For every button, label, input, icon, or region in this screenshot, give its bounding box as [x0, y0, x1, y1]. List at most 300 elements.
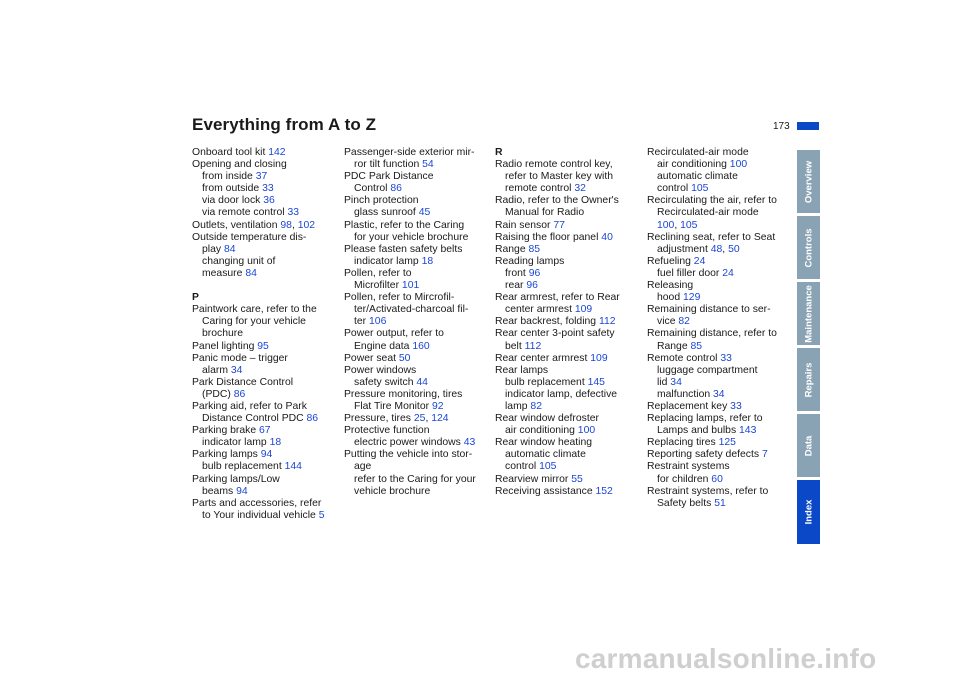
entry-text: for children [657, 473, 709, 485]
page-link[interactable]: 94 [260, 449, 273, 461]
entry-text: Rear center armrest [495, 352, 588, 364]
entry-text: Plastic, refer to the Caring [344, 219, 465, 231]
page-link[interactable]: 84 [245, 267, 257, 279]
entry-text: Microfilter [354, 280, 400, 292]
index-subentry [192, 328, 342, 340]
index-entry [647, 232, 797, 244]
page-link[interactable]: 145 [587, 376, 605, 388]
entry-text: Replacing lamps, refer to [647, 413, 763, 425]
entry-text: automatic climate [657, 171, 738, 183]
tab-label: Maintenance [803, 284, 814, 343]
entry-text: Parts and accessories, refer [192, 497, 322, 509]
index-entry [495, 413, 645, 425]
page-link[interactable]: 143 [739, 425, 757, 437]
entry-text: Radio, refer to the Owner's [495, 195, 619, 207]
entry-text: Outlets, ventilation [192, 219, 278, 231]
entry-text: Receiving assistance [495, 485, 593, 497]
entry-text: air conditioning [505, 425, 575, 437]
index-subentry [344, 316, 494, 328]
index-entry [192, 498, 342, 510]
entry-text: changing unit of [202, 255, 276, 267]
entry-text: brochure [202, 328, 244, 340]
index-subentry [495, 389, 645, 401]
entry-text: Range [495, 243, 526, 255]
index-subentry [647, 341, 797, 353]
index-entry [192, 474, 342, 486]
entry-text: Power output, refer to [344, 328, 444, 340]
index-entry [647, 486, 797, 498]
entry-text: Rearview mirror [495, 473, 569, 485]
page-link[interactable]: 129 [683, 292, 701, 304]
page-link[interactable]: 85 [690, 340, 703, 352]
entry-text: for your vehicle brochure [354, 231, 469, 243]
index-subentry [647, 425, 797, 437]
index-subentry [192, 413, 342, 425]
entry-text: bulb replacement [505, 376, 585, 388]
page-link[interactable]: 124 [431, 413, 449, 425]
index-entry [647, 256, 797, 268]
entry-text: Panic mode – trigger [192, 352, 288, 364]
page-link[interactable]: 18 [269, 437, 282, 449]
tab-data[interactable] [797, 414, 820, 477]
entry-text: age [354, 461, 372, 473]
entry-text: Parking brake [192, 425, 257, 437]
index-subentry [192, 510, 342, 522]
tab-label: Index [803, 499, 814, 525]
index-entry [192, 377, 342, 389]
page-link[interactable]: 32 [574, 183, 586, 195]
page-link[interactable]: 86 [306, 413, 319, 425]
index-column-2 [344, 147, 494, 498]
page-link[interactable]: 51 [714, 497, 726, 509]
page-link[interactable]: 160 [412, 340, 430, 352]
page-link[interactable]: 125 [718, 437, 736, 449]
entry-text: Reporting safety defects [647, 449, 760, 461]
index-subentry [192, 256, 342, 268]
entry-text: Reading lamps [495, 255, 565, 267]
entry-text: Restraint systems, refer to [647, 485, 769, 497]
index-entry [344, 449, 494, 461]
index-entry [192, 304, 342, 316]
entry-text: play [202, 243, 222, 255]
page-link[interactable]: 105 [691, 183, 709, 195]
index-entry [495, 474, 645, 486]
index-subentry [344, 304, 494, 316]
entry-text: Paintwork care, refer to the [192, 304, 317, 316]
index-subentry [344, 159, 494, 171]
index-subentry [495, 425, 645, 437]
index-entry [495, 486, 645, 498]
entry-text: Recirculated-air mode [657, 207, 759, 219]
tab-index[interactable] [797, 480, 820, 544]
index-entry [192, 159, 342, 171]
index-subentry [647, 292, 797, 304]
page-link[interactable]: 82 [678, 316, 690, 328]
index-subentry [495, 171, 645, 183]
page-link[interactable]: 95 [257, 340, 269, 352]
page-link[interactable]: 142 [268, 147, 286, 158]
page-link[interactable]: 44 [416, 376, 428, 388]
page-link[interactable]: 7 [761, 449, 768, 461]
index-entry [344, 220, 494, 232]
page-link[interactable]: 33 [720, 352, 732, 364]
page-link[interactable]: 105 [680, 219, 698, 231]
entry-text: lid [657, 376, 668, 388]
index-entry [344, 365, 494, 377]
index-subentry [344, 341, 494, 353]
page-link[interactable]: 50 [728, 243, 740, 255]
page-link[interactable]: 48 [710, 243, 723, 255]
entry-text: refer to the Caring for your [354, 473, 476, 485]
entry-text: Pollen, refer to [344, 267, 412, 279]
index-subentry [495, 341, 645, 353]
index-entry [495, 292, 645, 304]
entry-text: Rain sensor [495, 219, 551, 231]
entry-text: refer to Master key with [505, 171, 613, 183]
index-subentry [495, 280, 645, 292]
page-link[interactable]: 112 [524, 340, 542, 352]
index-subentry: 100, 105 [657, 219, 698, 231]
entry-text: Range [657, 340, 688, 352]
index-entry [344, 147, 494, 159]
entry-text: from inside [202, 171, 253, 183]
index-column-3 [495, 147, 645, 498]
index-entry [495, 353, 645, 365]
index-subentry [647, 171, 797, 183]
index-entry [647, 195, 797, 207]
tab-overview[interactable] [797, 150, 820, 213]
index-entry [495, 232, 645, 244]
index-subentry [192, 207, 342, 219]
entry-text: fuel filler door [657, 267, 720, 279]
entry-text: Safety belts [657, 497, 712, 509]
index-subentry [647, 474, 797, 486]
entry-text: Pinch protection [344, 195, 419, 207]
index-entry [647, 328, 797, 340]
index-entry: Outlets, ventilation 98, 102 [192, 219, 316, 231]
entry-text: center armrest [505, 304, 572, 316]
page-link[interactable]: 86 [390, 183, 402, 195]
index-entry [647, 280, 797, 292]
entry-text: bulb replacement [202, 461, 282, 473]
watermark-logo: carmanualsonline.info [575, 643, 877, 674]
index-column-4 [647, 147, 797, 510]
index-entry [192, 232, 342, 244]
entry-text: Engine data [354, 340, 410, 352]
tab-repairs[interactable] [797, 348, 820, 411]
page-link[interactable]: 101 [401, 280, 420, 292]
entry-text: Remaining distance, refer to [647, 328, 777, 340]
page-link[interactable]: 100 [729, 159, 748, 171]
index-subentry [344, 207, 494, 219]
page-link[interactable]: 85 [528, 243, 541, 255]
entry-text: measure [202, 267, 243, 279]
index-entry [495, 159, 645, 171]
entry-text: Pressure monitoring, tires [344, 388, 463, 400]
page-link[interactable]: 112 [598, 316, 616, 328]
entry-text: Opening and closing [192, 159, 287, 171]
page-link[interactable]: 77 [553, 219, 565, 231]
page-link[interactable]: 36 [263, 195, 275, 207]
index-entry [647, 304, 797, 316]
entry-text: via remote control [202, 207, 285, 219]
page-link[interactable]: 24 [693, 255, 706, 267]
entry-text: Outside temperature dis- [192, 231, 307, 243]
page-link[interactable]: 40 [601, 231, 613, 243]
index-subentry [192, 171, 342, 183]
index-subentry [344, 280, 494, 292]
index-entry [344, 328, 494, 340]
entry-text: Power windows [344, 364, 417, 376]
entry-text: luggage compartment [657, 364, 758, 376]
index-subentry [192, 389, 342, 401]
index-entry [647, 401, 797, 413]
index-column-1 [192, 147, 342, 522]
page-link[interactable]: 109 [590, 352, 608, 364]
index-subentry [344, 232, 494, 244]
index-subentry [647, 207, 797, 219]
entry-text: R [495, 147, 503, 158]
index-subentry [647, 183, 797, 195]
index-entry [344, 244, 494, 256]
entry-text: malfunction [657, 388, 711, 400]
index-subentry [192, 316, 342, 328]
index-entry [192, 401, 342, 413]
page-link[interactable]: 55 [571, 473, 583, 485]
page-link[interactable]: 24 [722, 267, 734, 279]
entry-text: safety switch [354, 376, 414, 388]
page-link[interactable]: 106 [369, 316, 387, 328]
entry-text: Panel lighting [192, 340, 255, 352]
page-link[interactable]: 96 [528, 267, 541, 279]
index-subentry [495, 207, 645, 219]
index-subentry [344, 437, 494, 449]
index-subentry [495, 461, 645, 473]
index-subentry: adjustment 48, 50 [657, 243, 740, 255]
page-link[interactable]: 34 [670, 376, 682, 388]
index-entry [192, 353, 342, 365]
index-subentry [344, 377, 494, 389]
entry-text: indicator lamp, defective [505, 388, 618, 400]
index-subentry [344, 486, 494, 498]
index-subentry [344, 256, 494, 268]
entry-text: Power seat [344, 352, 396, 364]
index-entry [647, 449, 797, 461]
page-link[interactable]: 94 [236, 485, 248, 497]
page-link[interactable]: 92 [431, 400, 444, 412]
index-entry: Pressure, tires 25, 124 [344, 413, 449, 425]
entry-text: automatic climate [505, 449, 586, 461]
index-entry [495, 195, 645, 207]
entry-text: (PDC) [202, 388, 231, 400]
index-entry [344, 389, 494, 401]
index-entry [344, 268, 494, 280]
index-entry [495, 244, 645, 256]
entry-text: Pollen, refer to Mircrofil- [344, 292, 455, 304]
index-entry [647, 413, 797, 425]
entry-text: Lamps and bulbs [657, 425, 737, 437]
index-entry [192, 425, 342, 437]
tab-label: Overview [803, 160, 814, 203]
index-subentry [192, 244, 342, 256]
index-subentry [495, 401, 645, 413]
entry-text: PDC Park Distance [344, 171, 434, 183]
entry-text: Recirculated-air mode [647, 147, 749, 158]
entry-text: ter [354, 316, 367, 328]
page-link[interactable]: 98 [280, 219, 292, 231]
index-subentry [495, 268, 645, 280]
page-link[interactable]: 33 [730, 400, 742, 412]
entry-text: Control [354, 183, 388, 195]
entry-text: P [192, 292, 199, 304]
entry-text: Please fasten safety belts [344, 243, 463, 255]
page-link[interactable]: 33 [287, 207, 300, 219]
entry-text: via door lock [202, 195, 261, 207]
page-link[interactable]: 144 [284, 461, 302, 473]
page-link[interactable]: 102 [297, 219, 316, 231]
entry-text: beams [202, 485, 234, 497]
index-entry [192, 449, 342, 461]
index-entry [192, 147, 342, 159]
entry-text: Rear window defroster [495, 413, 599, 425]
index-letter-heading [192, 292, 342, 304]
page-link[interactable]: 60 [711, 473, 723, 485]
entry-text: Rear backrest, folding [495, 316, 597, 328]
entry-text: alarm [202, 364, 228, 376]
tab-label: Repairs [803, 362, 814, 397]
page-link[interactable]: 100 [577, 425, 596, 437]
entry-text: Protective function [344, 425, 430, 437]
entry-text: indicator lamp [202, 437, 267, 449]
page-marker [797, 122, 819, 130]
tab-label: Controls [803, 227, 814, 268]
page-link[interactable]: 34 [230, 364, 243, 376]
tab-maintenance[interactable] [797, 282, 820, 345]
entry-text: Flat Tire Monitor [354, 400, 430, 412]
page-link[interactable]: 43 [463, 437, 476, 449]
entry-text: Replacing tires [647, 437, 716, 449]
entry-text: lamp [505, 400, 528, 412]
index-entry [495, 316, 645, 328]
index-subentry [192, 461, 342, 473]
entry-text: control [505, 461, 537, 473]
page-link[interactable]: 45 [418, 207, 431, 219]
entry-text: from outside [202, 183, 260, 195]
entry-text: Rear window heating [495, 437, 593, 449]
index-entry [495, 437, 645, 449]
entry-text: belt [505, 340, 522, 352]
page-link[interactable]: 5 [318, 509, 325, 521]
entry-text: vehicle brochure [354, 485, 431, 497]
page-link[interactable]: 152 [595, 485, 613, 497]
entry-text: Caring for your vehicle [202, 316, 306, 328]
page-link[interactable]: 33 [262, 183, 274, 195]
section-tabs [797, 150, 820, 547]
index-subentry [647, 377, 797, 389]
index-subentry [192, 195, 342, 207]
index-subentry [344, 183, 494, 195]
index-entry [344, 425, 494, 437]
page-link[interactable]: 67 [259, 425, 271, 437]
entry-text: Remaining distance to ser- [647, 304, 771, 316]
entry-text: Reclining seat, refer to Seat [647, 231, 776, 243]
page-link[interactable]: 25 [413, 413, 426, 425]
entry-text: Restraint systems [647, 461, 730, 473]
index-subentry [192, 183, 342, 195]
page-link[interactable]: 96 [526, 280, 538, 292]
entry-text: Rear lamps [495, 364, 549, 376]
entry-text: ter/Activated-charcoal fil- [354, 304, 469, 316]
index-entry [344, 353, 494, 365]
entry-text: indicator lamp [354, 255, 419, 267]
page-link[interactable]: 82 [530, 400, 542, 412]
index-subentry [647, 159, 797, 171]
index-subentry [344, 474, 494, 486]
page-link[interactable]: 37 [255, 171, 268, 183]
index-entry [192, 341, 342, 353]
entry-text: vice [657, 316, 676, 328]
entry-text: glass sunroof [354, 207, 416, 219]
entry-text: Pressure, tires [344, 413, 411, 425]
entry-text: Parking aid, refer to Park [192, 400, 307, 412]
page-link[interactable]: 18 [421, 255, 434, 267]
entry-text: Recirculating the air, refer to [647, 195, 777, 207]
index-entry [647, 147, 797, 159]
tab-controls[interactable] [797, 216, 820, 279]
index-letter-heading [495, 147, 645, 159]
page-link[interactable]: 109 [574, 304, 593, 316]
index-entry [495, 365, 645, 377]
index-subentry [192, 365, 342, 377]
entry-text: Onboard tool kit [192, 147, 266, 158]
page-link[interactable]: 86 [233, 388, 246, 400]
index-subentry [647, 365, 797, 377]
index-subentry [344, 401, 494, 413]
entry-text: Putting the vehicle into stor- [344, 449, 473, 461]
index-subentry [647, 316, 797, 328]
index-entry [647, 353, 797, 365]
entry-text: ror tilt function [354, 159, 420, 171]
page-link[interactable]: 50 [398, 352, 411, 364]
entry-text: Manual for Radio [505, 207, 585, 219]
index-subentry [495, 449, 645, 461]
entry-text: hood [657, 292, 681, 304]
page-link[interactable]: 34 [713, 388, 725, 400]
page-link[interactable]: 105 [539, 461, 557, 473]
entry-text: to Your individual vehicle [202, 509, 316, 521]
index-subentry [495, 183, 645, 195]
index-subentry [647, 389, 797, 401]
index-subentry [192, 486, 342, 498]
page-link[interactable]: 100 [657, 219, 675, 231]
index-subentry [344, 461, 494, 473]
entry-text: Park Distance Control [192, 376, 294, 388]
entry-text: Distance Control PDC [202, 413, 304, 425]
index-subentry [647, 498, 797, 510]
entry-text: Rear armrest, refer to Rear [495, 292, 620, 304]
index-subentry [192, 437, 342, 449]
page-number: 173 [773, 121, 790, 132]
page-link[interactable]: 54 [422, 159, 434, 171]
page-link[interactable]: 84 [223, 243, 236, 255]
index-entry [344, 171, 494, 183]
index-subentry [647, 268, 797, 280]
index-entry [344, 195, 494, 207]
index-entry [495, 328, 645, 340]
entry-text: Remote control [647, 352, 718, 364]
entry-text: Releasing [647, 280, 694, 292]
entry-text: adjustment [657, 243, 708, 255]
